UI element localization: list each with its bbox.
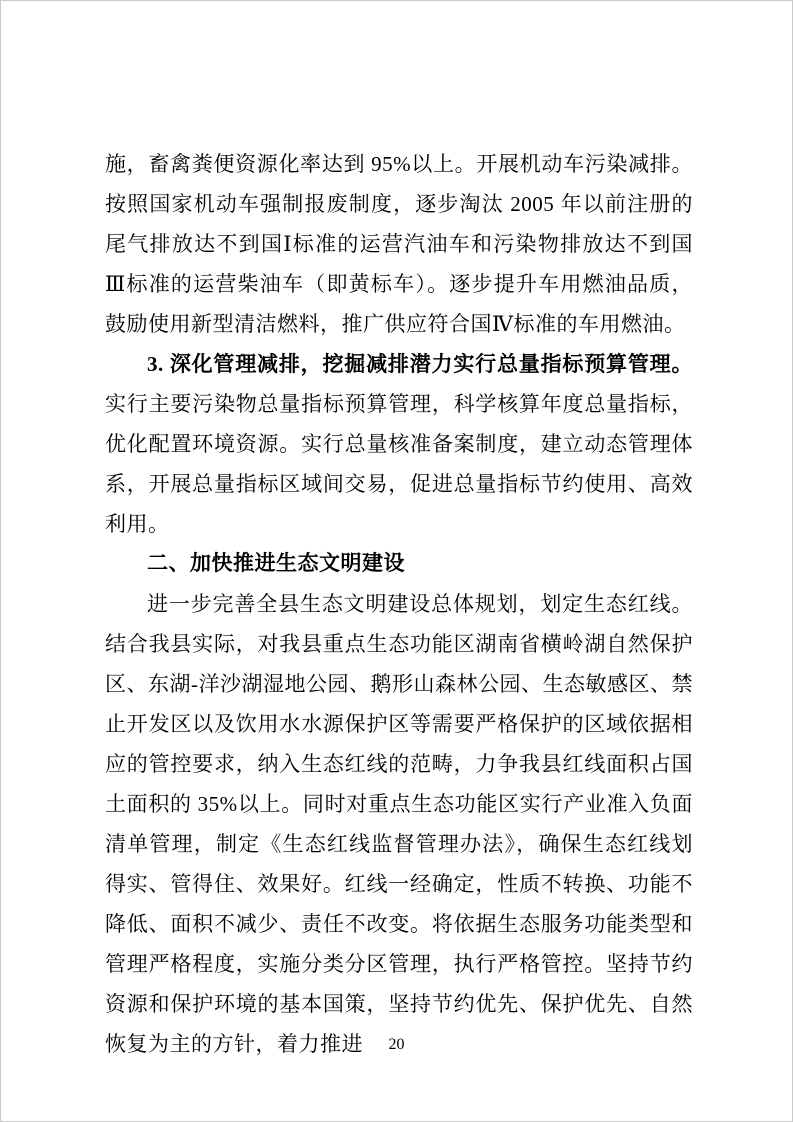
paragraph-lead-rest: 实行主要污染物总量指标预算管理，科学核算年度总量指标，优化配置环境资源。实行总量核准备案制度，建立动态管理体系，开展总量指标区域间交易，促进总量指标节约使用、高效利用。 [105, 392, 693, 536]
paragraph-lead-bold: 3. 深化管理减排，挖掘减排潜力实行总量指标预算管理。 [147, 352, 693, 376]
document-body [105, 144, 693, 1064]
paragraph-ecological-redline: 进一步完善全县生态文明建设总体规划，划定生态红线。结合我县实际，对我县重点生态功能区湖南省横岭湖自然保护区、东湖-洋沙湖湿地公园、鹅形山森林公园、生态敏感区、禁止开发区以及饮用水水源保护区等需要严格保护的区域依据相应的管控要求，纳入生态红线的范畴，力争我县红线面积占国土面积的 35%以上。同时对重点生态功能区实行产业准入负面清单管理，制定《生态红线监督管理办法》，确保生态红线划得实、管得住、效果好。红线一经确定，性质不转换、功能不降低、面积不减少、责任不改变。将依据生态服务功能类型和管理严格程度，实施分类分区管理，执行严格管控。坚持节约资源和保护环境的基本国策，坚持节约优先、保护优先、自然恢复为主的方针，着力推进 [105, 592, 693, 1056]
section-heading-ecological-civilization: 二、加快推进生态文明建设 [147, 552, 405, 575]
paragraph-vehicle-emission: 施，畜禽粪便资源化率达到 95%以上。开展机动车污染减排。按照国家机动车强制报废制度，逐步淘汰 2005 年以前注册的尾气排放达不到国Ⅰ标准的运营汽油车和污染物排放达不到国Ⅲ标准的运营柴油车（即黄标车）。逐步提升车用燃油品质，鼓励使用新型清洁燃料，推广供应符合国Ⅳ标准的车用燃油。 [105, 152, 693, 336]
page-number: 20 [388, 1036, 405, 1053]
paragraph-management-reduction [105, 344, 693, 544]
